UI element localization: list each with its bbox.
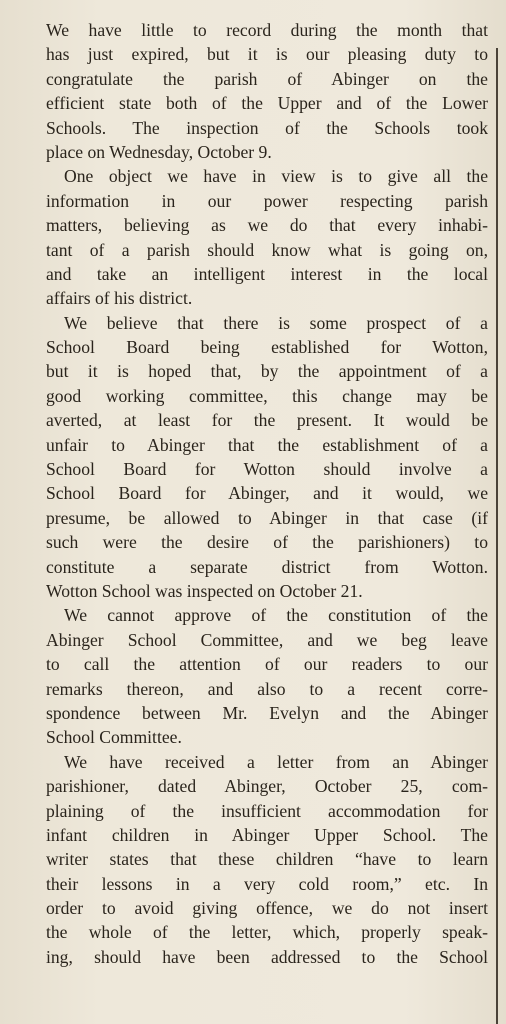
text-line: We have received a letter from an Abinger [64,751,488,772]
text-line: constitute a separate district from Wotton. [46,556,488,577]
text-line: We have little to record during the month that [46,20,488,40]
paragraph [46,311,488,604]
text-line: Abinger School Committee, and we beg leave [46,629,488,650]
text-line: parishioner, dated Abinger, October 25, com- [46,776,488,797]
text-line: Wotton School was inspected on October 21. [46,580,363,601]
text-line: Schools. The inspection of the Schools took [46,117,488,138]
text-line: congratulate the parish of Abinger on the [46,68,488,89]
text-line: and take an intelligent interest in the local [46,263,488,284]
text-line: We cannot approve of the constitution of the [64,605,488,626]
text-line: infant children in Abinger Upper School. The [46,824,488,845]
text-line: School Board for Abinger, and it would, we [46,483,488,504]
text-line: One object we have in view is to give all the [64,166,488,187]
paragraph [46,750,488,970]
text-line: remarks thereon, and also to a recent corre- [46,678,488,699]
paragraph [46,164,488,310]
text-line: efficient state both of the Upper and of the Lower [46,93,488,114]
text-line: writer states that these children “have to learn [46,849,488,870]
text-line: We believe that there is some prospect of a [64,312,488,333]
paragraph [46,603,488,749]
text-line: place on Wednesday, October 9. [46,141,272,162]
text-line: averted, at least for the present. It would be [46,410,488,431]
text-line: School Committee. [46,727,182,748]
text-line: affairs of his district. [46,288,193,309]
text-line: presume, be allowed to Abinger in that case (if [46,507,488,528]
text-line: order to avoid giving offence, we do not insert [46,898,488,919]
text-line: has just expired, but it is our pleasing duty to [46,44,488,65]
text-line: matters, believing as we do that every inhabi- [46,215,488,236]
text-line: spondence between Mr. Evelyn and the Abinger [46,702,488,723]
text-line: good working committee, this change may be [46,385,488,406]
text-line: information in our power respecting parish [46,190,488,211]
text-line: tant of a parish should know what is going on, [46,239,488,260]
text-line: to call the attention of our readers to our [46,654,488,675]
text-line: such were the desire of the parishioners) to [46,532,488,553]
text-line: plaining of the insufficient accommodation for [46,800,488,821]
text-line: unfair to Abinger that the establishment of a [46,434,488,455]
text-line: School Board for Wotton should involve a [46,459,488,480]
text-line: ing, should have been addressed to the School [46,946,488,967]
article-body [46,18,488,969]
column-rule [496,48,498,1024]
paragraph [46,18,488,164]
text-line: their lessons in a very cold room,” etc. In [46,873,488,894]
text-line: but it is hoped that, by the appointment of a [46,361,488,382]
text-line: School Board being established for Wotton, [46,337,488,358]
text-line: the whole of the letter, which, properly speak- [46,922,488,943]
